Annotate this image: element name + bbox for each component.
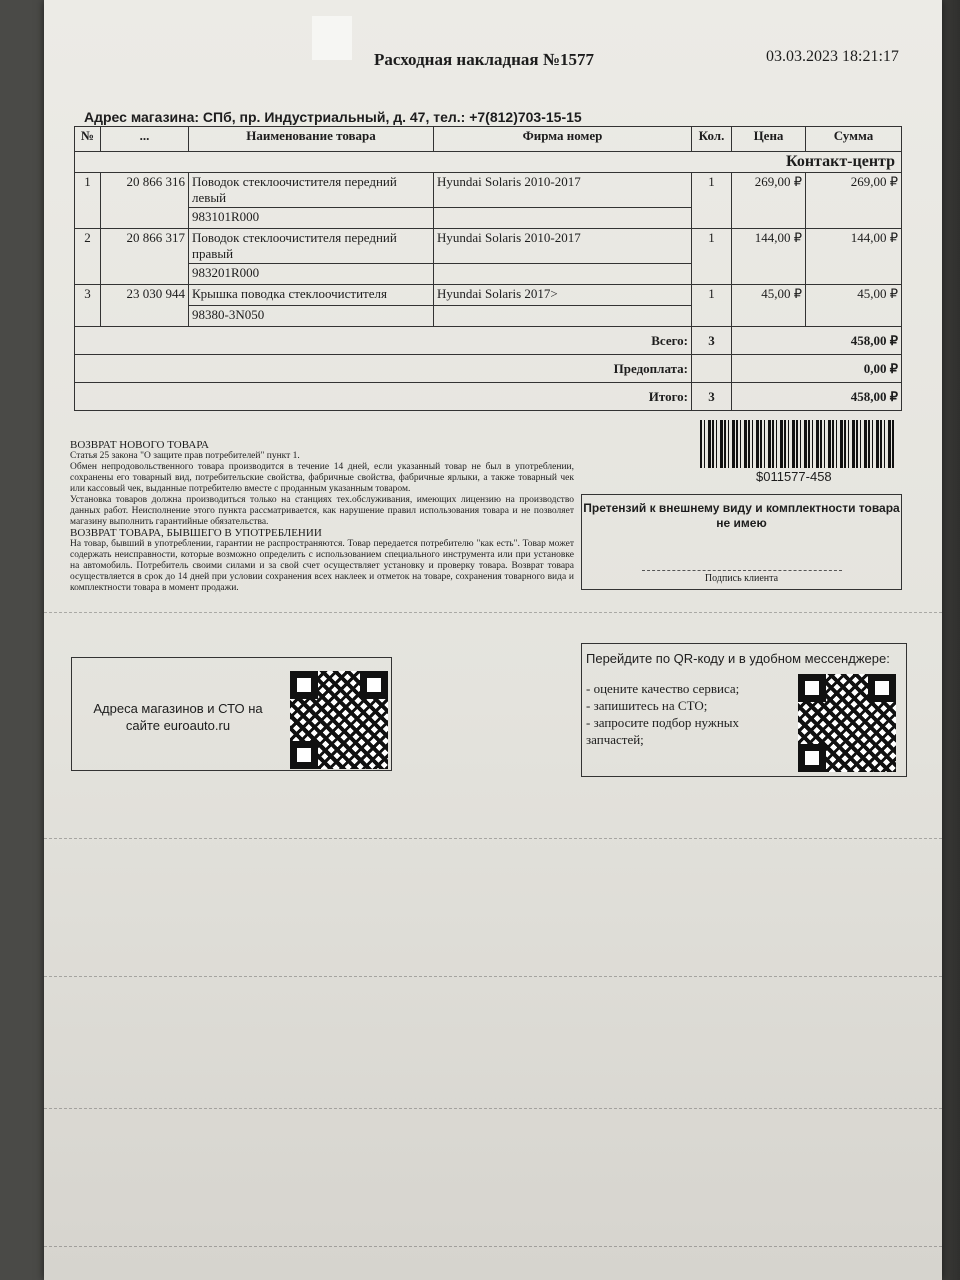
prepay-sum: 0,00 ₽ — [732, 355, 902, 383]
grand-total-row — [75, 383, 902, 411]
document-title: Расходная накладная №1577 — [374, 50, 594, 69]
column-header: Фирма номер — [434, 127, 692, 152]
column-header: Цена — [732, 127, 806, 152]
total-label: Всего: — [75, 327, 692, 355]
section-row — [75, 152, 902, 173]
row-sum: 144,00 ₽ — [806, 229, 902, 285]
prepay-label: Предоплата: — [75, 355, 692, 383]
column-header: Сумма — [806, 127, 902, 152]
list-item: - запишитесь на СТО; — [586, 698, 708, 713]
paper-sticker — [312, 16, 352, 60]
qr-code-icon — [798, 674, 896, 772]
grand-total-qty: 3 — [692, 383, 732, 411]
fold-line — [44, 612, 942, 613]
terms-law: Статья 25 закона "О защите прав потребителей" пункт 1. — [70, 451, 300, 461]
terms-heading-used: ВОЗВРАТ ТОВАРА, БЫВШЕГО В УПОТРЕБЛЕНИИ — [70, 527, 322, 539]
row-name: Крышка поводка стеклоочистителя — [189, 285, 434, 306]
grand-total-sum: 458,00 ₽ — [732, 383, 902, 411]
invoice-paper — [44, 0, 942, 1280]
row-name: Поводок стеклоочистителя передний левый — [189, 173, 434, 208]
fold-line — [44, 1108, 942, 1109]
stores-info-box — [71, 657, 392, 771]
row-firm: Hyundai Solaris 2017> — [434, 285, 692, 306]
grand-total-label: Итого: — [75, 383, 692, 411]
row-code: 23 030 944 — [101, 285, 189, 327]
terms-paragraph: Установка товаров должна производиться только на станциях тех.обслуживания, имеющих лицензию на производство данных работ. Неисполнение этого пункта рассматривается, как нарушение правил использования товара и не позволяет магазину выполнить гарантийные обязательства. — [70, 495, 574, 527]
table-row — [75, 229, 902, 264]
stores-info-text: Адреса магазинов и СТО на сайте euroauto.ru — [93, 701, 263, 733]
fold-line — [44, 838, 942, 839]
row-qty: 1 — [692, 173, 732, 229]
items-table — [74, 126, 902, 411]
row-price: 144,00 ₽ — [732, 229, 806, 285]
row-number: 3 — [75, 285, 101, 327]
row-number: 2 — [75, 229, 101, 285]
barcode-text: $011577-458 — [756, 469, 832, 484]
row-firm: Hyundai Solaris 2010-2017 — [434, 173, 692, 208]
claim-box — [581, 494, 902, 590]
feedback-heading: Перейдите по QR-коду и в удобном мессенджере: — [586, 651, 890, 666]
document-datetime: 03.03.2023 18:21:17 — [766, 48, 899, 65]
total-row — [75, 327, 902, 355]
row-part-number: 983201R000 — [189, 264, 434, 285]
column-header: Наименование товара — [189, 127, 434, 152]
prepay-qty-empty — [692, 355, 732, 383]
row-sum: 45,00 ₽ — [806, 285, 902, 327]
row-firm: Hyundai Solaris 2010-2017 — [434, 229, 692, 264]
row-name: Поводок стеклоочистителя передний правый — [189, 229, 434, 264]
terms-block — [70, 440, 574, 594]
row-part-number: 98380-3N050 — [189, 306, 434, 327]
qr-code-icon — [290, 671, 388, 769]
total-sum: 458,00 ₽ — [732, 327, 902, 355]
terms-heading-new: ВОЗВРАТ НОВОГО ТОВАРА — [70, 439, 209, 451]
total-qty: 3 — [692, 327, 732, 355]
section-label: Контакт-центр — [75, 152, 902, 173]
column-header: № — [75, 127, 101, 152]
prepay-row — [75, 355, 902, 383]
table-header-row — [75, 127, 902, 152]
row-price: 45,00 ₽ — [732, 285, 806, 327]
row-sum: 269,00 ₽ — [806, 173, 902, 229]
row-empty-cell — [434, 264, 692, 285]
row-code: 20 866 316 — [101, 173, 189, 229]
row-price: 269,00 ₽ — [732, 173, 806, 229]
terms-paragraph: Обмен непродовольственного товара производится в течение 14 дней, если указанный товар не был в употреблении, сохранены его товарный вид, потребительские свойства, фабричные свойства, фабричные ярлыки, а также товарный чек или кассовый чек, выданные потребителю вместе с проданным указанным товаром. — [70, 462, 574, 494]
table-row — [75, 285, 902, 306]
signature-line — [642, 570, 842, 571]
list-item: - запросите подбор нужных запчастей; — [586, 715, 740, 747]
row-qty: 1 — [692, 285, 732, 327]
row-number: 1 — [75, 173, 101, 229]
row-empty-cell — [434, 306, 692, 327]
list-item: - оцените качество сервиса; — [586, 681, 740, 696]
barcode-image — [700, 420, 896, 468]
row-qty: 1 — [692, 229, 732, 285]
column-header: Кол. — [692, 127, 732, 152]
row-empty-cell — [434, 208, 692, 229]
fold-line — [44, 976, 942, 977]
store-address: Адрес магазина: СПб, пр. Индустриальный, д. 47, тел.: +7(812)703-15-15 — [84, 109, 582, 125]
signature-label: Подпись клиента — [704, 573, 779, 584]
feedback-box — [581, 643, 907, 777]
row-code: 20 866 317 — [101, 229, 189, 285]
row-part-number: 983101R000 — [189, 208, 434, 229]
column-header: ... — [101, 127, 189, 152]
table-row — [75, 173, 902, 208]
feedback-list — [586, 680, 786, 748]
terms-paragraph: На товар, бывший в употреблении, гарантии не распространяются. Товар передается потребителю "как есть". Товар может содержать неисправности, которые возможно определить с использованием специального инструмента или при установке на автомобиль. Потребитель своими силами и за свой счет осуществляет установку и проверку товара. Возврат товара осуществляется в срок до 14 дней при условии сохранения всех наклеек и отметок на товаре, сохранения товарного вида и комплектности товара в момент продажи. — [70, 539, 574, 593]
claim-text: Претензий к внешнему виду и комплектности товара не имею — [583, 501, 900, 530]
fold-line — [44, 1246, 942, 1247]
